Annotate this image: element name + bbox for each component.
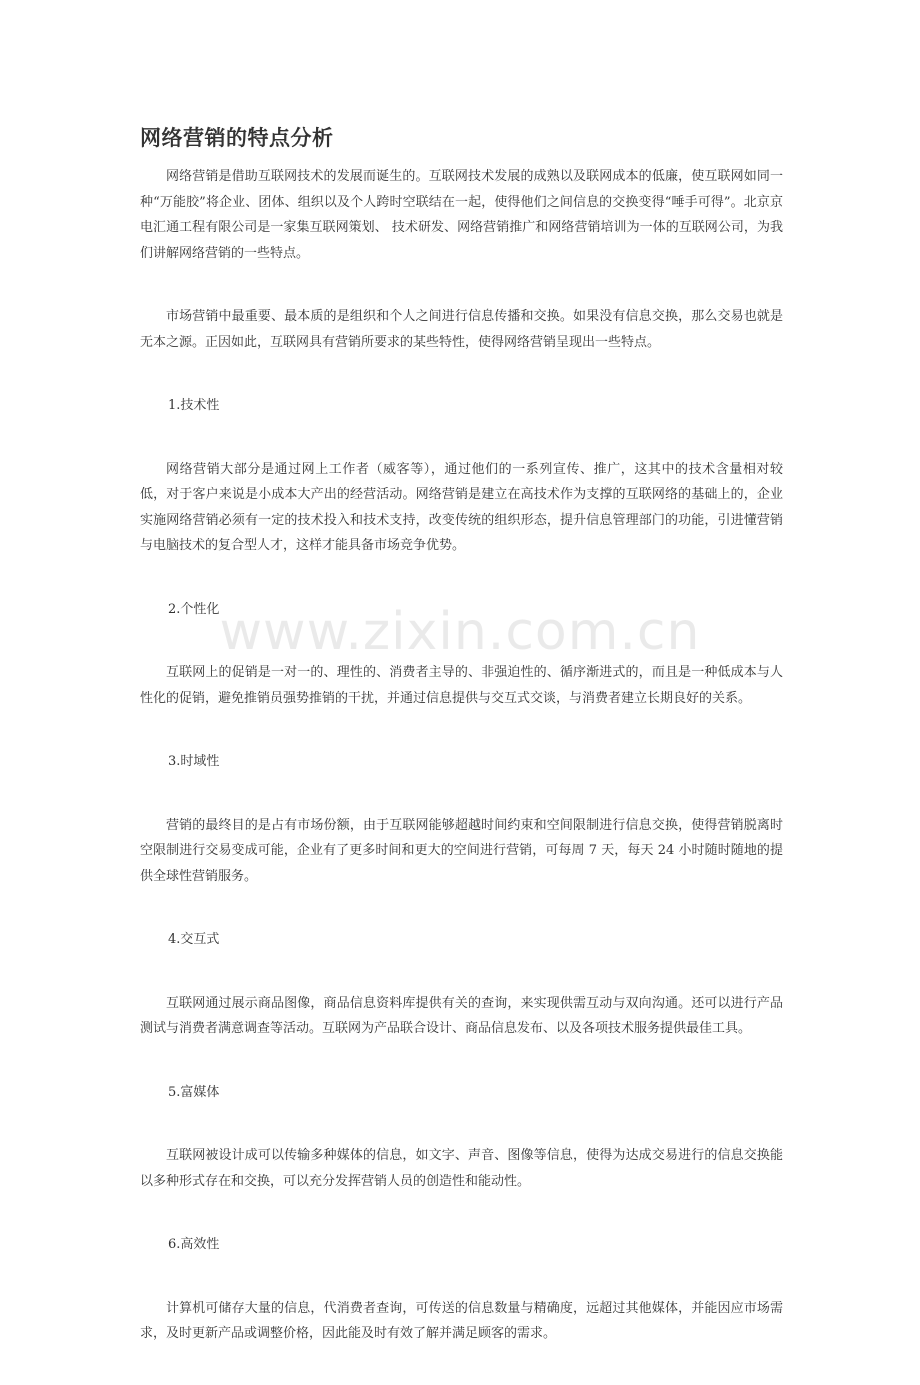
section-heading: 3.时域性 xyxy=(168,754,220,769)
section-heading: 6.高效性 xyxy=(168,1237,220,1252)
section-interactive xyxy=(140,927,783,1042)
article-title: 网络营销的特点分析 xyxy=(140,126,334,150)
section-heading: 5.富媒体 xyxy=(168,1084,220,1100)
section-time-domain xyxy=(140,749,783,889)
section-body: 营销的最终目的是占有市场份额，由于互联网能够超越时间约束和空间限制进行信息交换，使得营销脱离时空限制进行交易变成可能，企业有了更多时间和更大的空间进行营销，可每周 7 天，每天 24 小时随时随地的提供全球性营销服务。 xyxy=(140,817,783,884)
intro-paragraph: 网络营销是借助互联网技术的发展而诞生的。互联网技术发展的成熟以及联网成本的低廉，使互联网如同一种“万能胶”将企业、团体、组织以及个人跨时空联结在一起，使得他们之间信息的交换变得“唾手可得”。北京京电汇通工程有限公司是一家集互联网策划、 技术研发、网络营销推广和网络营销培训为一体的互联网公司，为我们讲解网络营销的一些特点。 xyxy=(140,169,783,261)
document-page xyxy=(140,120,783,1385)
section-heading: 4.交互式 xyxy=(168,932,220,947)
section-body: 互联网通过展示商品图像，商品信息资料库提供有关的查询，来实现供需互动与双向沟通。还可以进行产品测试与消费者满意调查等活动。互联网为产品联合设计、商品信息发布、以及各项技术服务提供最佳工具。 xyxy=(140,995,783,1036)
section-body: 互联网被设计成可以传输多种媒体的信息，如文字、声音、图像等信息，使得为达成交易进行的信息交换能以多种形式存在和交换，可以充分发挥营销人员的创造性和能动性。 xyxy=(140,1148,783,1189)
section-rich-media xyxy=(140,1080,783,1195)
section-body: 计算机可储存大量的信息，代消费者查询，可传送的信息数量与精确度，远超过其他媒体，并能因应市场需求，及时更新产品或调整价格，因此能及时有效了解并满足顾客的需求。 xyxy=(140,1300,783,1341)
section-body: 网络营销大部分是通过网上工作者（威客等），通过他们的一系列宣传、推广，这其中的技术含量相对较低，对于客户来说是小成本大产出的经营活动。网络营销是建立在高技术作为支撑的互联网络的基础上的，企业实施网络营销必须有一定的技术投入和技术支持，改变传统的组织形态，提升信息管理部门的功能，引进懂营销与电脑技术的复合型人才，这样才能具备市场竞争优势。 xyxy=(140,461,783,553)
section-heading: 2.个性化 xyxy=(168,601,220,617)
section-heading: 1.技术性 xyxy=(168,398,220,413)
section-body: 互联网上的促销是一对一的、理性的、消费者主导的、非强迫性的、循序渐进式的，而且是一种低成本与人性化的促销，避免推销员强势推销的干扰，并通过信息提供与交互式交谈，与消费者建立长期良好的关系。 xyxy=(140,665,783,706)
section-personalized xyxy=(140,597,783,712)
section-technical xyxy=(140,393,783,559)
watermark: www.zixin.com.cn xyxy=(219,602,701,662)
context-paragraph: 市场营销中最重要、最本质的是组织和个人之间进行信息传播和交换。如果没有信息交换，那么交易也就是无本之源。正因如此，互联网具有营销所要求的某些特性，使得网络营销呈现出一些特点。 xyxy=(140,309,783,350)
section-efficiency xyxy=(140,1232,783,1347)
